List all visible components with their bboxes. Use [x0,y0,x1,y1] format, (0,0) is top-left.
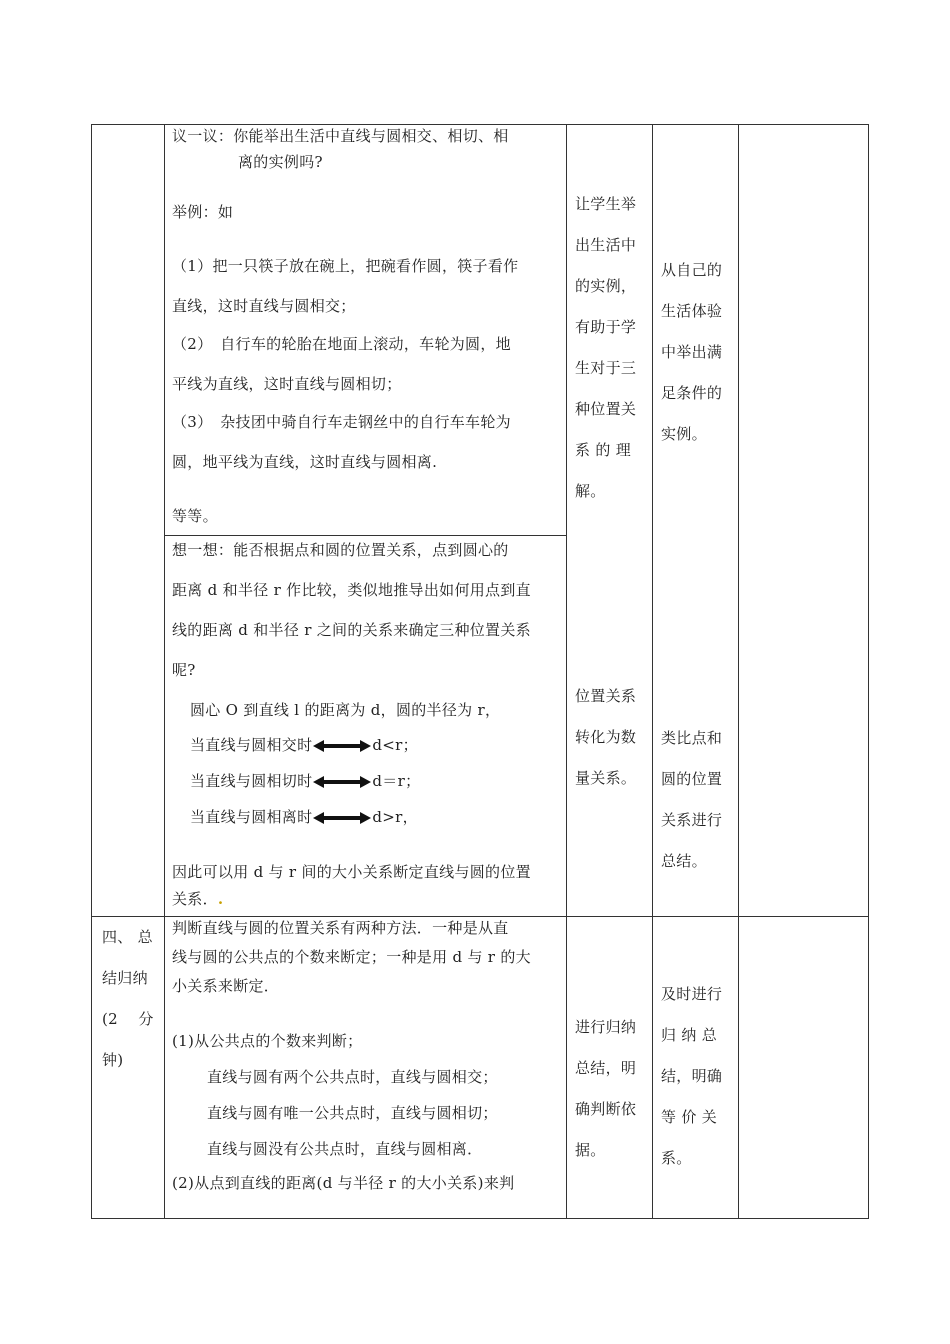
content-column-border [566,124,567,1219]
example-2-line-2: 平线为直线，这时直线与圆相切； [172,375,402,393]
teacher-note-1-line-1: 让学生举 [575,195,637,213]
student-note-3-line-3: 结，明确 [661,1067,723,1085]
discuss-prompt-line-1: 议一议：你能举出生活中直线与圆相交、相切、相 [172,127,509,145]
student-note-3-line-5: 系。 [661,1149,692,1167]
table-left-border [91,124,92,1219]
content-cell-divider [164,535,566,536]
conclusion-line-1: 因此可以用 d 与 r 间的大小关系断定直线与圆的位置 [172,863,531,881]
teacher-note-2-line-2: 转化为数 [575,728,637,746]
stage-label-line-1: 四、 总 [102,928,153,946]
conclusion-line-2-text: 关系． [172,890,218,908]
relation-separate-label: 当直线与圆相离时 [190,808,313,826]
summary-line-1: 判断直线与圆的位置关系有两种方法．一种是从直 [172,919,509,937]
example-1-line-1: （1）把一只筷子放在碗上，把碗看作圆，筷子看作 [172,257,519,275]
teacher-note-1-line-5: 生对于三 [575,359,637,377]
method-1-item-1: 直线与圆有两个公共点时，直线与圆相交； [207,1068,498,1086]
method-2-title: (2)从点到直线的距离(d 与半径 r 的大小关系)来判 [172,1174,515,1192]
double-arrow-icon [313,740,371,752]
teacher-column-border [652,124,653,1219]
table-top-border [91,124,869,125]
method-1-item-2: 直线与圆有唯一公共点时，直线与圆相切； [207,1104,498,1122]
table-bottom-border [91,1218,869,1219]
student-note-3-line-1: 及时进行 [661,985,723,1003]
student-note-1-line-4: 足条件的 [661,384,723,402]
stage-label-line-4: 钟) [102,1051,124,1069]
setup-statement: 圆心 O 到直线 l 的距离为 d，圆的半径为 r， [190,701,501,719]
relation-separate-condition: d>r， [372,808,418,826]
student-note-1-line-2: 生活体验 [661,302,723,320]
example-3-line-2: 圆，地平线为直线，这时直线与圆相离. [172,453,438,471]
relation-intersect [190,735,418,755]
teacher-note-1-line-2: 出生活中 [575,236,637,254]
example-intro: 举例：如 [172,203,234,221]
student-column-border [738,124,739,1219]
teacher-note-1-line-4: 有助于学 [575,318,637,336]
teacher-note-3-line-3: 确判断依 [575,1100,637,1118]
conclusion-line-2 [172,889,223,909]
relation-intersect-condition: d<r； [372,736,418,754]
student-note-2-line-4: 总结。 [661,852,707,870]
think-prompt-line-4: 呢? [172,661,196,679]
example-3-line-1: （3） 杂技团中骑自行车走钢丝中的自行车车轮为 [172,413,511,431]
teacher-note-3-line-1: 进行归纳 [575,1018,637,1036]
double-arrow-icon [313,776,371,788]
etc-text: 等等。 [172,507,218,525]
stage-label-line-2: 结归纳 [102,969,148,987]
teacher-note-1-line-7: 系 的 理 [575,441,632,459]
student-note-3-line-4: 等 价 关 [661,1108,718,1126]
student-note-2-line-1: 类比点和 [661,729,723,747]
teacher-note-1-line-8: 解。 [575,482,606,500]
student-note-1-line-5: 实例。 [661,425,707,443]
teacher-note-1-line-6: 种位置关 [575,400,637,418]
relation-tangent-label: 当直线与圆相切时 [190,772,313,790]
think-prompt-line-3: 线的距离 d 和半径 r 之间的关系来确定三种位置关系 [172,621,531,639]
teacher-note-3-line-2: 总结，明 [575,1059,637,1077]
discuss-prompt-line-2: 离的实例吗? [238,153,323,171]
student-note-3-line-2: 归 纳 总 [661,1026,718,1044]
student-note-2-line-2: 圆的位置 [661,770,723,788]
think-prompt-line-1: 想一想：能否根据点和圆的位置关系，点到圆心的 [172,541,509,559]
summary-line-2: 线与圆的公共点的个数来断定；一种是用 d 与 r 的大 [172,948,531,966]
table-row-divider [91,916,869,917]
stage-column-border [164,124,165,1219]
teacher-note-1-line-3: 的实例， [575,277,637,295]
example-2-line-1: （2） 自行车的轮胎在地面上滚动，车轮为圆，地 [172,335,511,353]
student-note-1-line-3: 中举出满 [661,343,723,361]
teacher-note-2-line-3: 量关系。 [575,769,637,787]
think-prompt-line-2: 距离 d 和半径 r 作比较，类似地推导出如何用点到直 [172,581,531,599]
method-1-item-3: 直线与圆没有公共点时，直线与圆相离． [207,1140,483,1158]
relation-tangent-condition: d＝r； [372,772,421,790]
relation-separate [190,807,418,827]
highlight-dot: . [217,890,224,908]
student-note-1-line-1: 从自己的 [661,261,723,279]
stage-label-line-3: (2 分 [102,1010,154,1028]
student-note-2-line-3: 关系进行 [661,811,723,829]
example-1-line-2: 直线，这时直线与圆相交； [172,297,356,315]
method-1-title: (1)从公共点的个数来判断； [172,1032,363,1050]
summary-line-3: 小关系来断定． [172,977,280,995]
double-arrow-icon [313,812,371,824]
teacher-note-2-line-1: 位置关系 [575,687,637,705]
relation-intersect-label: 当直线与圆相交时 [190,736,313,754]
teacher-note-3-line-4: 据。 [575,1141,606,1159]
relation-tangent [190,771,420,791]
table-right-border [868,124,869,1219]
